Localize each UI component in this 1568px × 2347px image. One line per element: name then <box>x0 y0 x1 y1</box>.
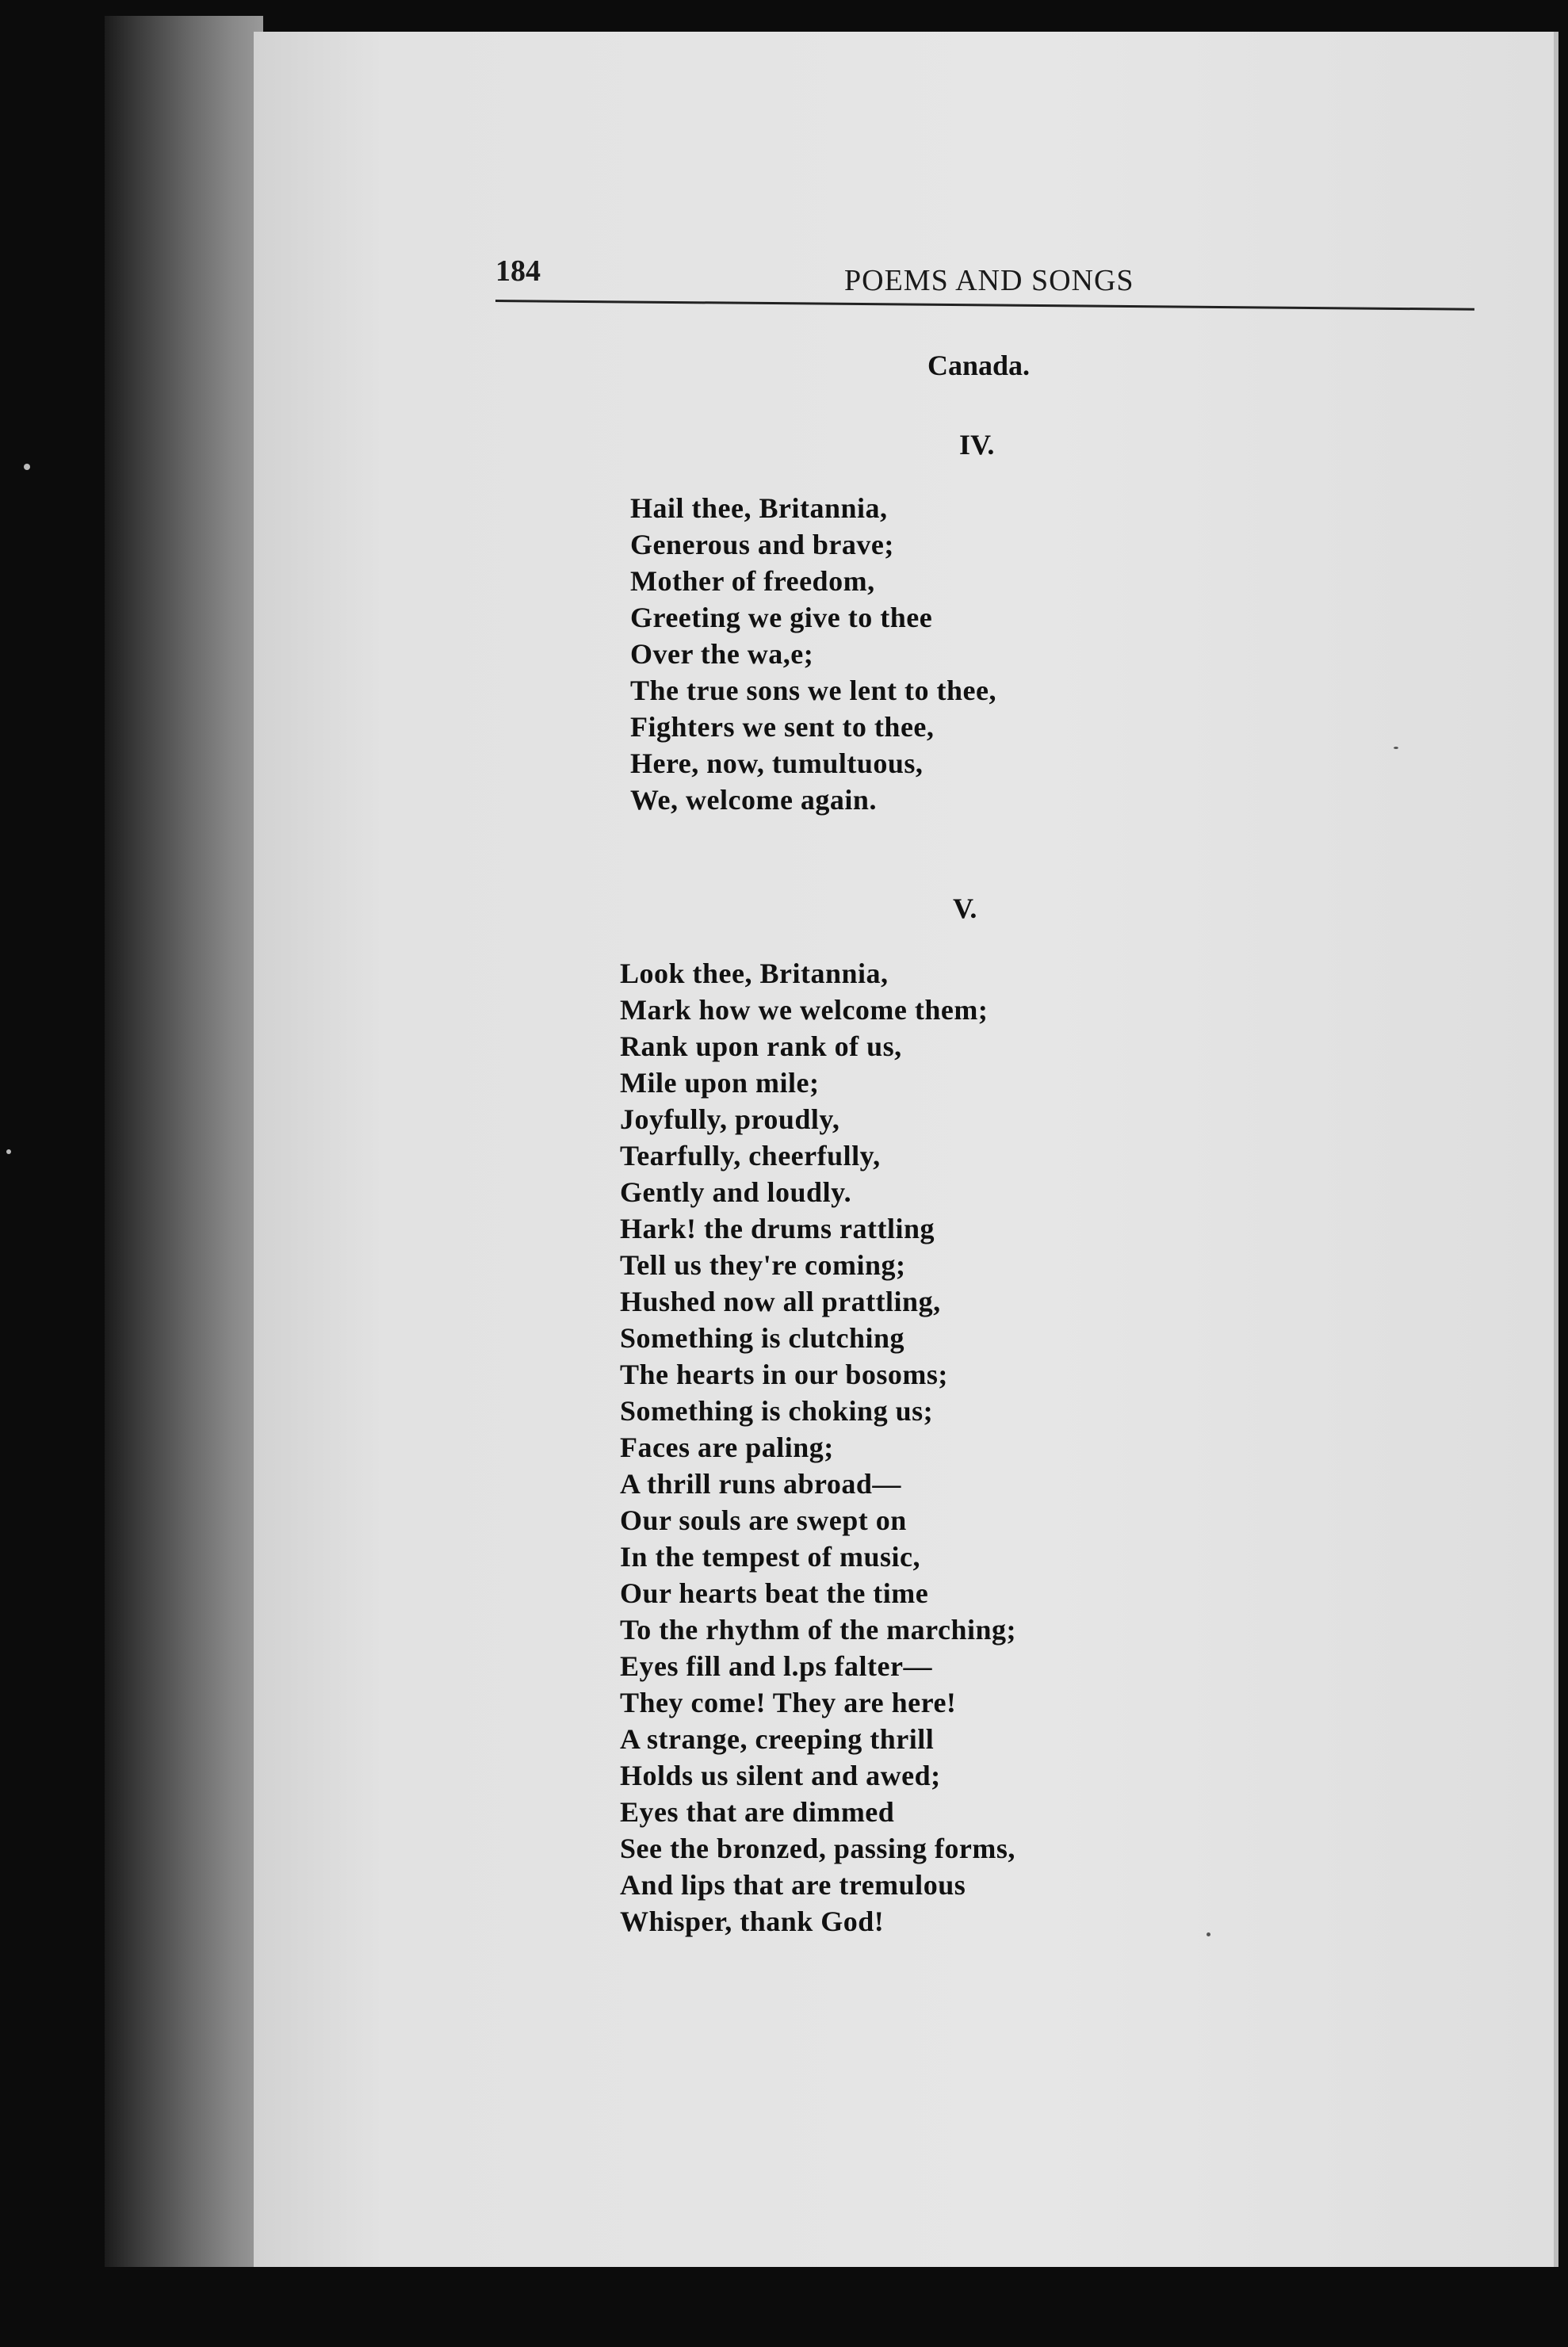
poem-line: Something is choking us; <box>620 1395 934 1427</box>
poem-line: Mile upon mile; <box>620 1067 820 1099</box>
poem-line: Holds us silent and awed; <box>620 1760 941 1791</box>
poem-line: Fighters we sent to thee, <box>630 711 935 743</box>
poem-line: A thrill runs abroad— <box>620 1468 901 1500</box>
poem-line: Eyes that are dimmed <box>620 1796 895 1828</box>
poem-line: And lips that are tremulous <box>620 1869 966 1901</box>
poem-line: Gently and loudly. <box>620 1176 852 1208</box>
poem-line: Hushed now all prattling, <box>620 1286 941 1317</box>
poem-line: The true sons we lent to thee, <box>630 675 996 706</box>
poem-line: Something is clutching <box>620 1322 905 1354</box>
poem-line: Mark how we welcome them; <box>620 994 989 1026</box>
section-number-v: V. <box>953 893 977 924</box>
poem-line: To the rhythm of the marching; <box>620 1614 1016 1646</box>
poem-line: In the tempest of music, <box>620 1541 920 1573</box>
poem-line: Our hearts beat the time <box>620 1577 929 1609</box>
dust-speck <box>1207 1932 1210 1936</box>
poem-line: Tell us they're coming; <box>620 1249 906 1281</box>
section-number-iv: IV. <box>959 429 995 461</box>
book-spine <box>105 16 263 2267</box>
poem-line: Greeting we give to thee <box>630 602 933 633</box>
stanza-iv <box>630 490 996 818</box>
page-header <box>495 254 1470 325</box>
poem-line: We, welcome again. <box>630 784 877 816</box>
poem-line: Hail thee, Britannia, <box>630 492 888 524</box>
running-head: POEMS AND SONGS <box>844 264 1134 297</box>
poem-line: Mother of freedom, <box>630 565 875 597</box>
dust-speck <box>24 464 30 470</box>
page-number: 184 <box>495 254 541 288</box>
poem-line: Joyfully, proudly, <box>620 1103 840 1135</box>
poem-line: Whisper, thank God! <box>620 1906 885 1937</box>
poem-line: See the bronzed, passing forms, <box>620 1833 1015 1864</box>
poem-line: Generous and brave; <box>630 529 894 560</box>
poem-line: They come! They are here! <box>620 1687 957 1718</box>
poem-line: Look thee, Britannia, <box>620 958 889 989</box>
poem-line: Here, now, tumultuous, <box>630 747 924 779</box>
poem-line: Our souls are swept on <box>620 1504 907 1536</box>
poem-line: Hark! the drums rattling <box>620 1213 935 1244</box>
stanza-v <box>620 955 1016 1940</box>
poem-line: The hearts in our bosoms; <box>620 1359 948 1390</box>
poem-line: A strange, creeping thrill <box>620 1723 935 1755</box>
poem-line: Over the wa,e; <box>630 638 814 670</box>
dust-speck <box>6 1149 11 1154</box>
poem-title: Canada. <box>927 350 1031 381</box>
dust-speck <box>1394 747 1398 749</box>
poem-line: Eyes fill and l.ps falter— <box>620 1650 933 1682</box>
poem-line: Rank upon rank of us, <box>620 1030 902 1062</box>
poem-line: Tearfully, cheerfully, <box>620 1140 881 1172</box>
poem-line: Faces are paling; <box>620 1432 834 1463</box>
